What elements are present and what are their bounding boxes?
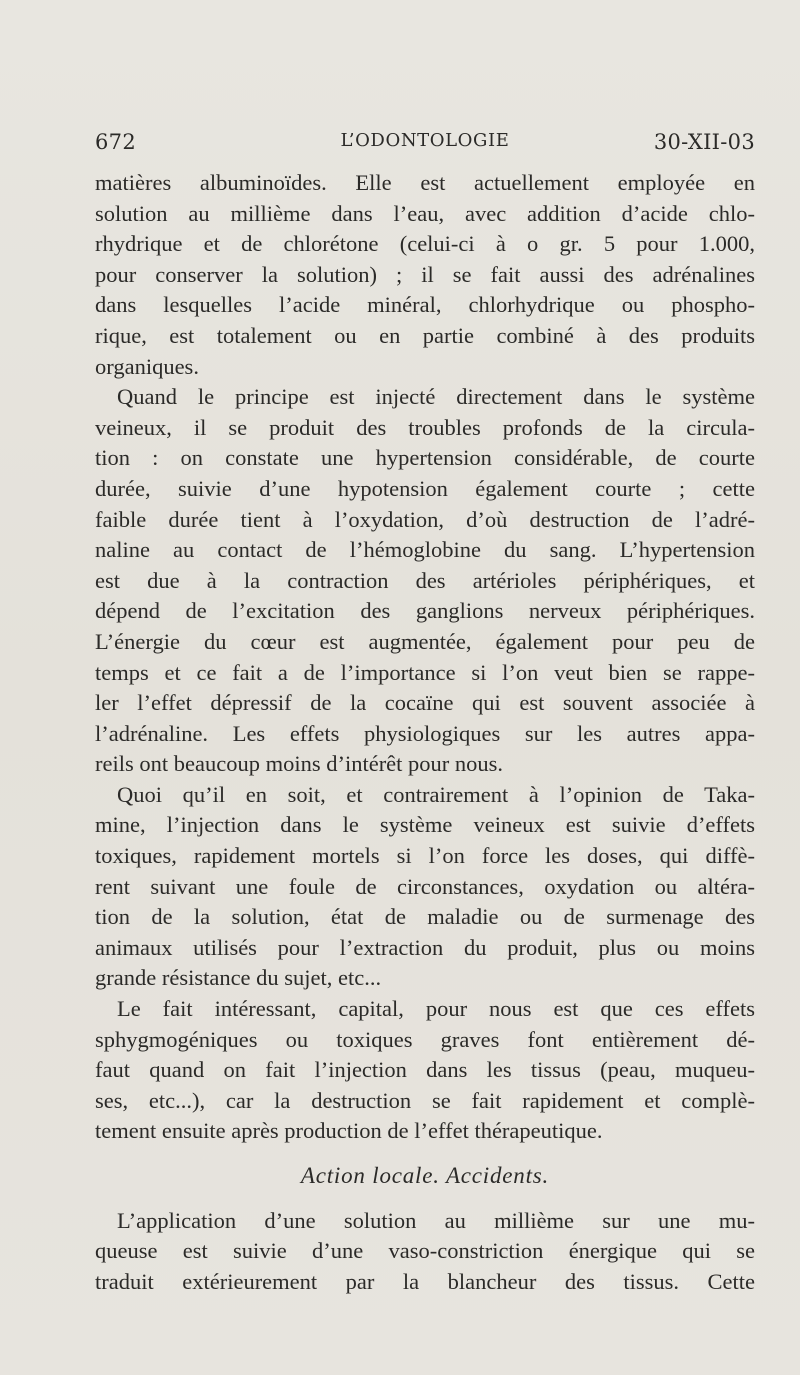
running-header	[95, 130, 755, 160]
text-line: l’adrénaline. Les effets physiologiques sur les autres appa-	[95, 720, 755, 746]
text-line: queuse est suivie d’une vaso-constriction énergique qui se	[95, 1238, 755, 1264]
text-line: rent suivant une foule de circonstances, oxydation ou altéra-	[95, 873, 755, 899]
text-line: solution au millième dans l’eau, avec addition d’acide chlo-	[95, 200, 755, 226]
text-line: L’application d’une solution au millième sur une mu-	[117, 1207, 755, 1233]
text-line: durée, suivie d’une hypotension également courte ; cette	[95, 475, 755, 501]
paragraph-2	[95, 382, 755, 780]
text-line: naline au contact de l’hémoglobine du sang. L’hypertension	[95, 537, 755, 563]
text-line: rique, est totalement ou en partie combiné à des produits	[95, 322, 755, 348]
text-line: matières albuminoïdes. Elle est actuellement employée en	[95, 170, 755, 195]
running-title: L’ODONTOLOGIE	[340, 130, 510, 151]
text-line: Le fait intéressant, capital, pour nous est que ces effets	[117, 996, 755, 1022]
text-line: grande résistance du sujet, etc...	[95, 965, 382, 991]
paragraph-3	[95, 780, 755, 994]
text-line: mine, l’injection dans le système veineux est suivie d’effets	[95, 812, 755, 838]
text-line: temps et ce fait a de l’importance si l’on veut bien se rappe-	[95, 659, 755, 685]
text-line: pour conserver la solution) ; il se fait aussi des adrénalines	[95, 261, 755, 287]
text-line: tion : on constate une hypertension considérable, de courte	[95, 445, 755, 471]
text-line: dépend de l’excitation des ganglions nerveux périphériques.	[95, 598, 755, 624]
text-line: est due à la contraction des artérioles périphériques, et	[95, 567, 755, 593]
text-line: Quand le principe est injecté directement dans le système	[117, 384, 755, 410]
text-line: tement ensuite après production de l’effet thérapeutique.	[95, 1118, 603, 1144]
text-line: sphygmogéniques ou toxiques graves font entièrement dé-	[95, 1026, 755, 1052]
text-line: organiques.	[95, 353, 199, 379]
text-line: ler l’effet dépressif de la cocaïne qui est souvent associée à	[95, 690, 755, 716]
body-text	[95, 168, 755, 1297]
text-line: faut quand on fait l’injection dans les tissus (peau, muqueu-	[95, 1057, 755, 1083]
text-line: rhydrique et de chlorétone (celui-ci à o gr. 5 pour 1.000,	[95, 231, 755, 257]
section-subheading: Action locale. Accidents.	[300, 1163, 550, 1188]
paragraph-5	[95, 1206, 755, 1298]
text-line: toxiques, rapidement mortels si l’on force les doses, qui diffè-	[95, 843, 755, 869]
text-line: Quoi qu’il en soit, et contrairement à l’opinion de Taka-	[117, 781, 755, 807]
text-line: animaux utilisés pour l’extraction du produit, plus ou moins	[95, 934, 755, 960]
paragraph-4	[95, 994, 755, 1147]
page-number: 672	[95, 130, 136, 154]
text-line: veineux, il se produit des troubles profonds de la circula-	[95, 414, 755, 440]
text-line: L’énergie du cœur est augmentée, également pour peu de	[95, 628, 755, 654]
text-line: tion de la solution, état de maladie ou de surmenage des	[95, 904, 755, 930]
issue-date: 30-XII-03	[653, 130, 755, 154]
text-line: faible durée tient à l’oxydation, d’où destruction de l’adré-	[95, 506, 755, 532]
text-line: traduit extérieurement par la blancheur des tissus. Cette	[95, 1268, 755, 1294]
text-line: ses, etc...), car la destruction se fait rapidement et complè-	[95, 1087, 755, 1113]
text-line: dans lesquelles l’acide minéral, chlorhydrique ou phospho-	[95, 292, 755, 318]
paragraph-1	[95, 168, 755, 382]
text-line: reils ont beaucoup moins d’intérêt pour nous.	[95, 751, 504, 777]
